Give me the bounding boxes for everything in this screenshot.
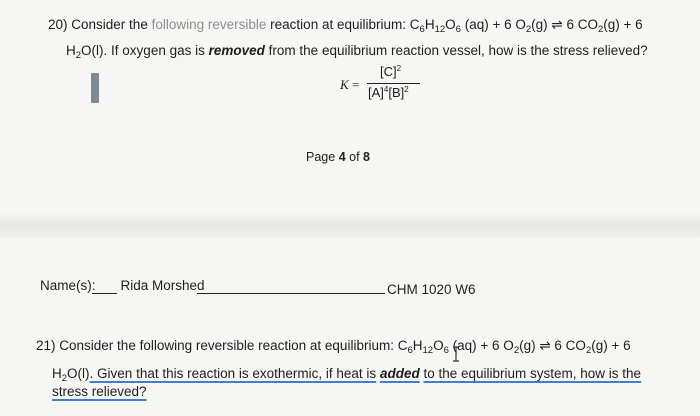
q20-text: reaction at equilibrium:	[270, 17, 406, 32]
q21-line2: $H_2O(l)$. Given that this reaction is exothermic, if heat is added to the equilibrium system, how is the	[52, 366, 642, 384]
q20-water: $H_2O(l)$	[66, 43, 104, 61]
k-equals: =	[352, 77, 360, 92]
fraction-bar	[367, 83, 420, 84]
k-symbol: K	[340, 77, 349, 92]
q21-line3: stress relieved?	[52, 384, 147, 399]
q20-emphasis: removed	[208, 43, 265, 58]
q21-number: 21)	[36, 338, 56, 353]
k-denominator: $[A]^4[B]^2$	[368, 85, 409, 100]
k-numerator: $[C]^2$	[380, 64, 402, 79]
q20-number: 20)	[48, 17, 68, 32]
q20-line1	[48, 17, 643, 35]
course-code: CHM 1020 W6	[387, 282, 476, 297]
text-cursor-icon	[91, 73, 99, 103]
ibeam-cursor-icon	[452, 346, 460, 362]
name-value: Rida Morshed	[120, 278, 205, 293]
name-field	[40, 278, 205, 293]
name-underline-right	[197, 293, 385, 294]
q21-equation: $C_6H_{12}O_6$ (aq) + 6 $O_2(g)$ ⇌ 6 $CO_2(g) + 6$	[397, 338, 631, 356]
q21-line1	[36, 338, 631, 356]
q21-emphasis: added	[379, 366, 420, 381]
name-underline-left	[92, 293, 117, 294]
q20-faded-text: following reversible	[151, 17, 267, 32]
q20-equation: $C_6H_{12}O_6$ (aq) + 6 $O_2(g)$ ⇌ 6 $CO_2(g) + 6$	[409, 17, 643, 35]
q21-text: Consider the following reversible reaction at equilibrium:	[59, 338, 394, 353]
q20-lead: Consider the	[71, 17, 148, 32]
q21-water: $H_2O(l)$	[52, 366, 90, 384]
page-break-band	[0, 212, 700, 238]
q20-line2: $H_2O(l)$. If oxygen gas is removed from the equilibrium reaction vessel, how is the stress relieved?	[66, 43, 648, 61]
name-label: Name(s):	[40, 278, 96, 293]
page-indicator: Page 4 of 8	[306, 150, 370, 164]
